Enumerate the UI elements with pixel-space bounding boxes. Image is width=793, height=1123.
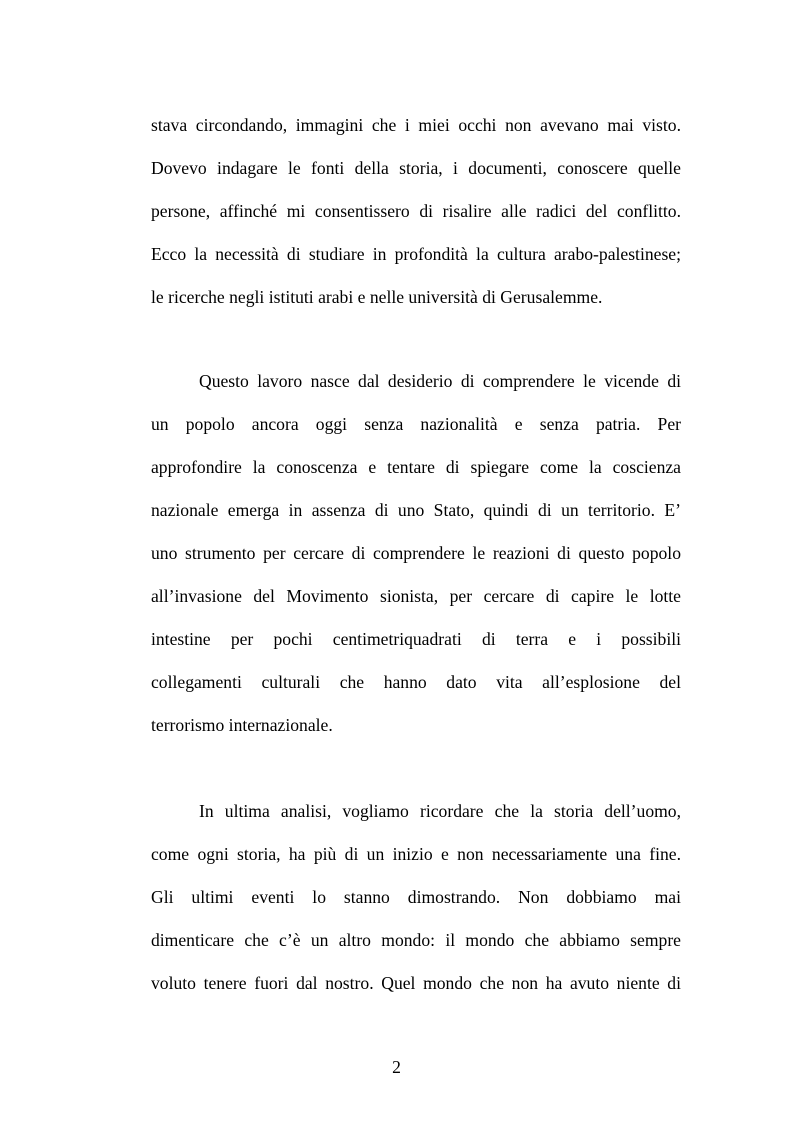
text-line: dimenticare che c’è un altro mondo: il mondo che abbiamo sempre (151, 930, 681, 950)
paragraph-2 (151, 360, 681, 747)
text-line: Questo lavoro nasce dal desiderio di comprendere le vicende di (199, 371, 681, 391)
paragraph-1 (151, 104, 681, 319)
text-line: all’invasione del Movimento sionista, per cercare di capire le lotte (151, 586, 681, 606)
text-line: Dovevo indagare le fonti della storia, i documenti, conoscere quelle (151, 158, 681, 178)
text-line: terrorismo internazionale. (151, 715, 333, 735)
text-line: stava circondando, immagini che i miei occhi non avevano mai visto. (151, 115, 681, 135)
text-line: collegamenti culturali che hanno dato vita all’esplosione del (151, 672, 681, 692)
page-number: 2 (392, 1057, 401, 1077)
text-line: intestine per pochi centimetriquadrati di terra e i possibili (151, 629, 681, 649)
text-line: approfondire la conoscenza e tentare di spiegare come la coscienza (151, 457, 681, 477)
text-line: uno strumento per cercare di comprendere le reazioni di questo popolo (151, 543, 681, 563)
text-line: come ogni storia, ha più di un inizio e non necessariamente una fine. (151, 844, 681, 864)
paragraph-3 (151, 790, 681, 1005)
text-line: persone, affinché mi consentissero di risalire alle radici del conflitto. (151, 201, 681, 221)
text-line: voluto tenere fuori dal nostro. Quel mondo che non ha avuto niente di (151, 973, 681, 993)
text-line: un popolo ancora oggi senza nazionalità e senza patria. Per (151, 414, 681, 434)
text-line: le ricerche negli istituti arabi e nelle università di Gerusalemme. (151, 287, 603, 307)
text-line: In ultima analisi, vogliamo ricordare che la storia dell’uomo, (199, 801, 681, 821)
text-line: Ecco la necessità di studiare in profondità la cultura arabo-palestinese; (151, 244, 681, 264)
text-line: nazionale emerga in assenza di uno Stato, quindi di un territorio. E’ (151, 500, 681, 520)
text-line: Gli ultimi eventi lo stanno dimostrando. Non dobbiamo mai (151, 887, 681, 907)
